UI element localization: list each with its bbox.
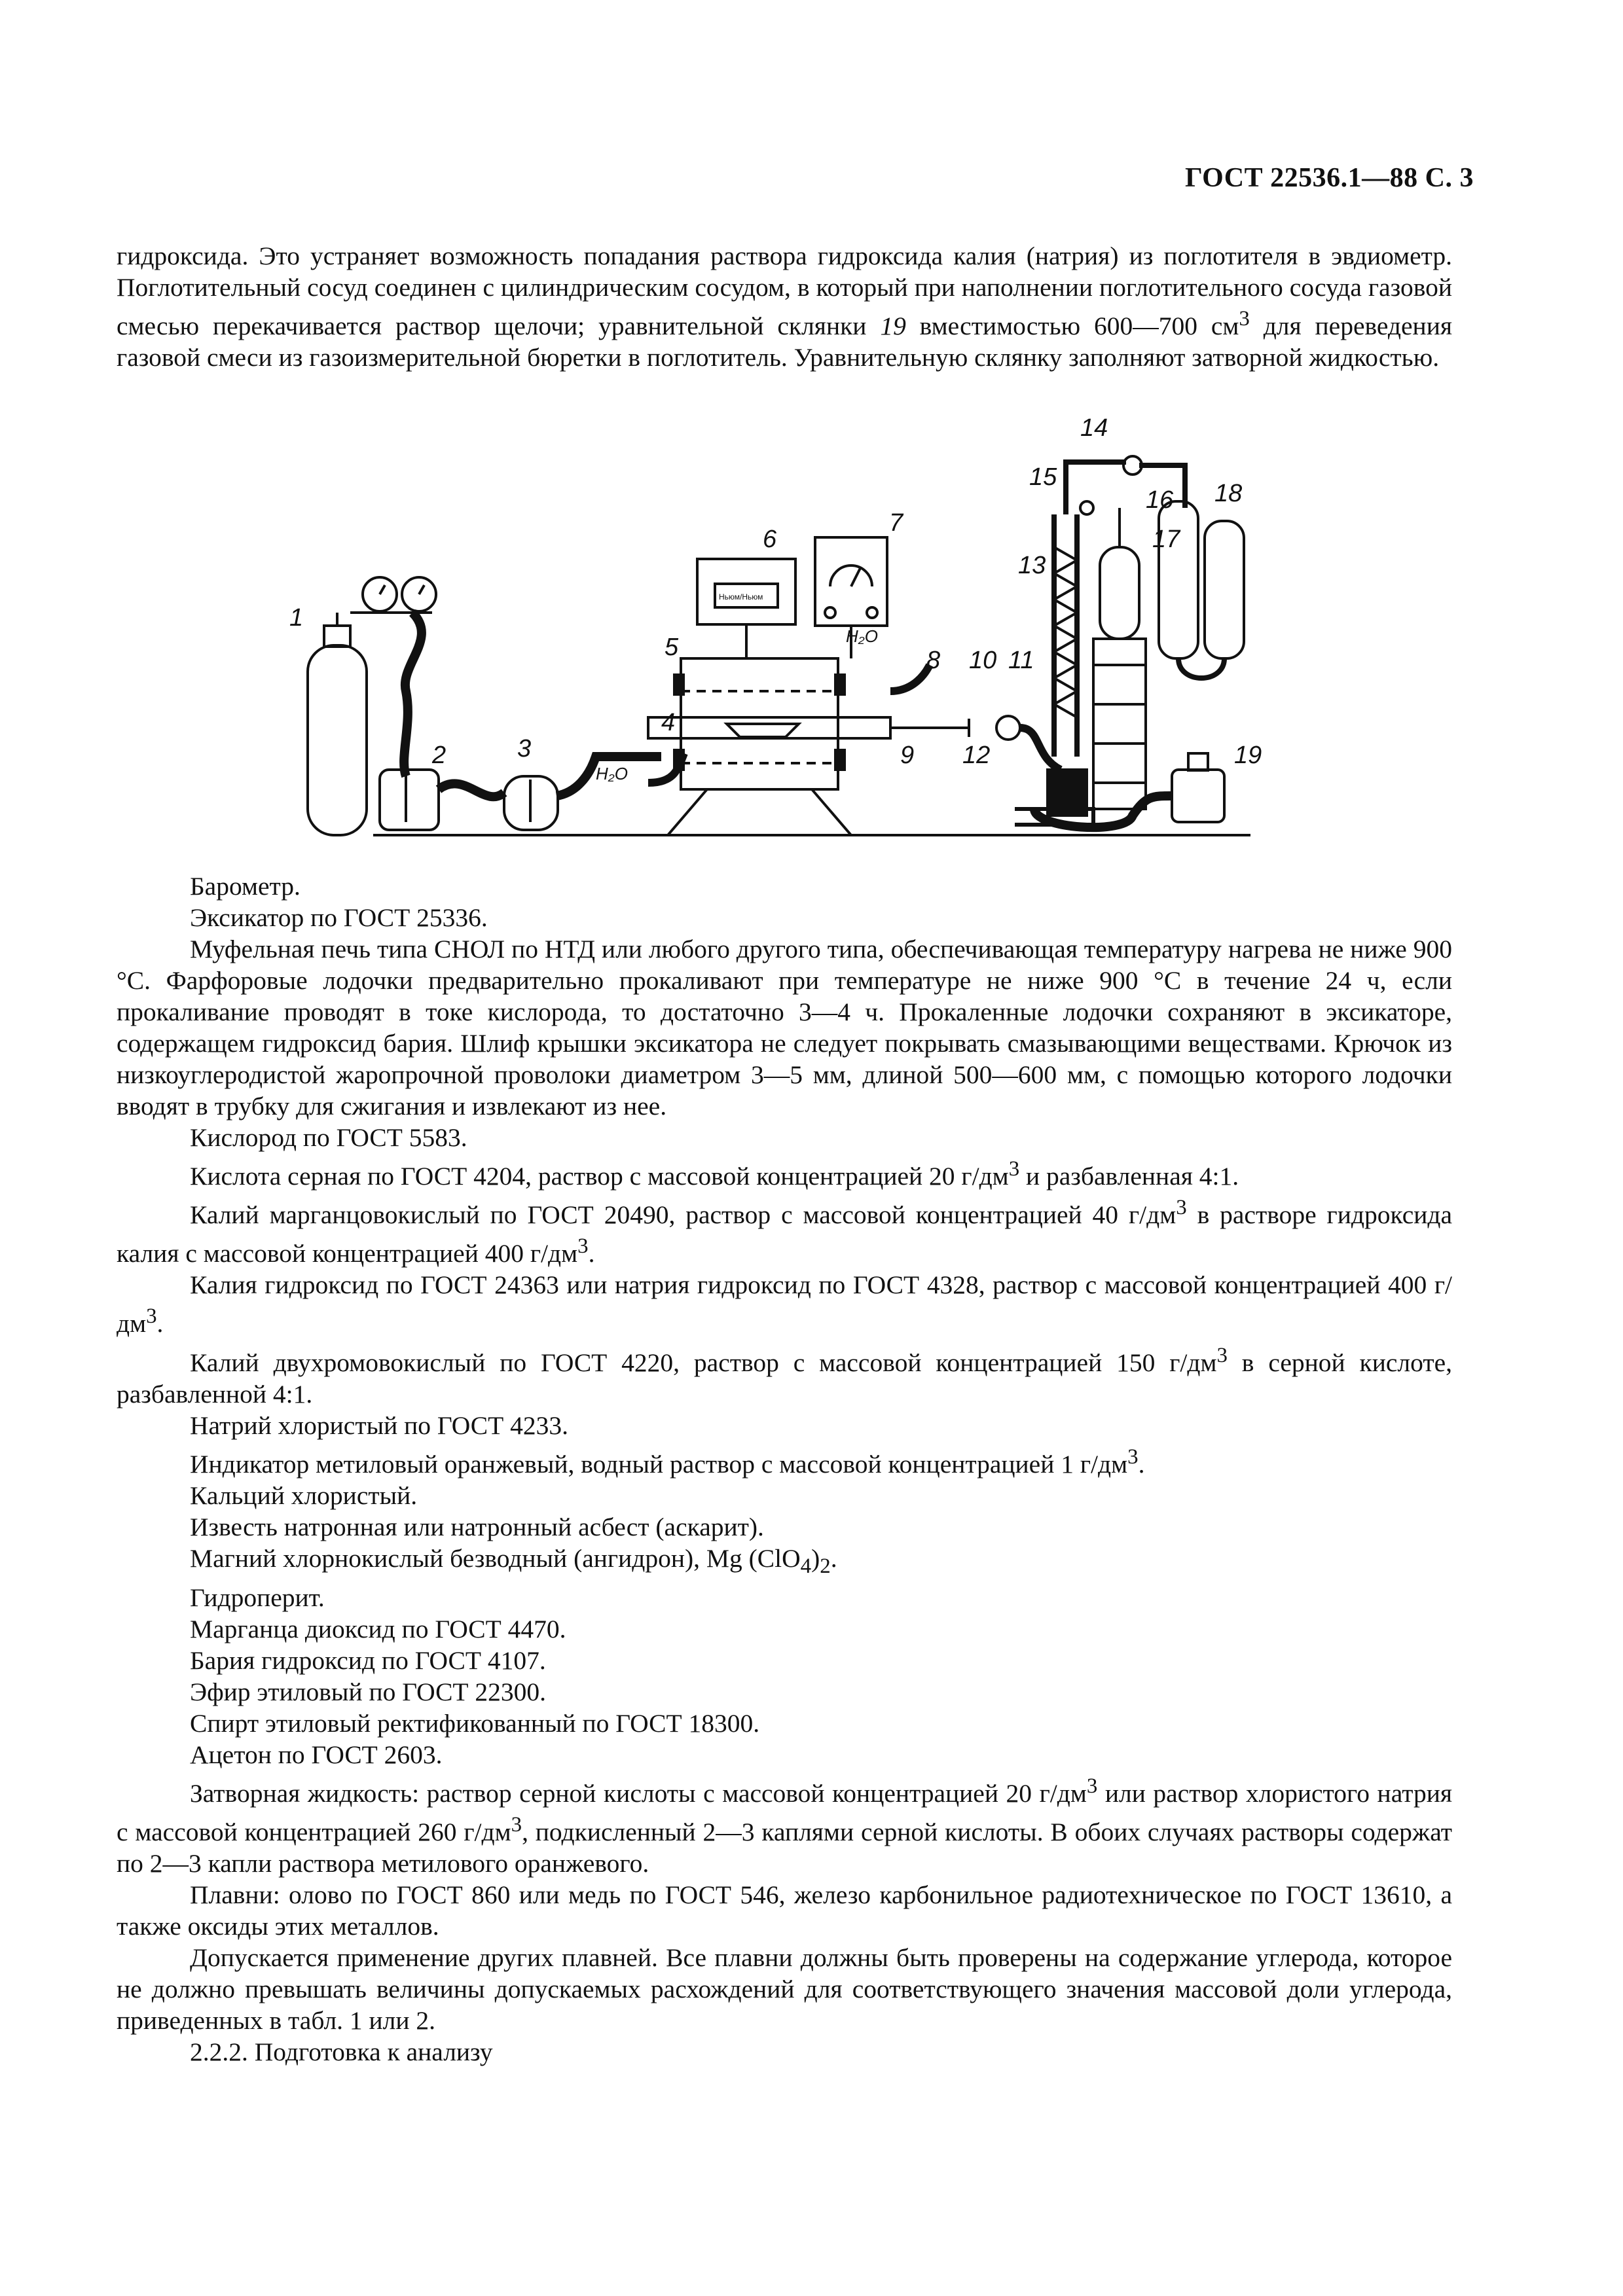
fig-label-1: 1 <box>289 604 304 632</box>
wash-bottle-2 <box>380 770 439 830</box>
fig-label-4: 4 <box>661 709 676 736</box>
combustion-tube <box>648 717 890 738</box>
list-item: Муфельная печь типа СНОЛ по НТД или любого другого типа, обеспечивающая температуру нагрева не ниже 900 °С. Фарфоровые лодочки предварительно прокаливают при температуре не ниже 900 °С в течение 24 ч, если прокаливание проводят в токе кислорода, то достаточно 3—4 ч. Прокаленные лодочки сохраняют в эксикаторе, содержащем гидроксид бария. Шлиф крышки эксикатора не следует покрывать смазывающими веществами. Крючок из низкоуглеродистой жаропрочной проволоки диаметром 3—5 мм, длиной 500—600 мм, с помощью которого лодочки вводят в трубку для сжигания и извлекают из нее. <box>117 935 1452 1121</box>
list-item: Натрий хлористый по ГОСТ 4233. <box>190 1410 568 1440</box>
fig-label-2: 2 <box>432 742 447 769</box>
list-item: Калий марганцовокислый по ГОСТ 20490, раствор с массовой концентрацией 40 $г/дм^3$ в растворе гидроксида калия с массовой концентрацией 400 $г/дм^3$. <box>117 1196 1452 1268</box>
list-item: Кислота серная по ГОСТ 4204, раствор с массовой концентрацией 20 $г/дм^3$ и разбавленная 4:1. <box>190 1157 1239 1191</box>
section-heading: 2.2.2. Подготовка к анализу <box>190 2037 493 2067</box>
list-item: Кислород по ГОСТ 5583. <box>190 1123 467 1152</box>
list-item: Магний хлорнокислый безводный (ангидрон), Mg $(ClO_4)_2$. <box>190 1543 837 1578</box>
list-item: Известь натронная или натронный асбест (аскарит). <box>190 1512 764 1541</box>
list-item: Калия гидроксид по ГОСТ 24363 или натрия гидроксид по ГОСТ 4328, раствор с массовой концентрацией 400 $г/дм^3$. <box>117 1270 1452 1338</box>
list-item: Плавни: олово по ГОСТ 860 или медь по ГОСТ 546, железо карбонильное радиотехническое по ГОСТ 13610, а также оксиды этих металлов. <box>117 1880 1452 1941</box>
page-header: ГОСТ 22536.1—88 С. 3 <box>1184 163 1474 193</box>
list-item: Марганца диоксид по ГОСТ 4470. <box>190 1614 566 1643</box>
intro-text: гидроксида. Это устраняет возможность попадания раствора гидроксида калия (натрия) из поглотителя в эвдиометр. Поглотительный сосуд соединен с цилиндрическим сосудом, в который при наполнении поглотительного сосуда газовой смесью перекачивается раствор щелочи; уравнительной склянки 19 вместимостью 600—700 $см^3$ для переведения газовой смеси из газоизмерительной бюретки в поглотитель. Уравнительную склянку заполняют затворной жидкостью. <box>117 242 1453 372</box>
apparatus-diagram <box>282 416 1264 848</box>
fig-label-7: 7 <box>889 509 903 537</box>
reagents-list <box>117 870 1452 2068</box>
fig-label-18: 18 <box>1214 480 1243 507</box>
list-item: Калий двухромовокислый по ГОСТ 4220, раствор с массовой концентрацией 150 $г/дм^3$ в серной кислоте, разбавленной 4:1. <box>117 1343 1452 1408</box>
gas-meter <box>996 716 1020 740</box>
fig-label-13: 13 <box>1018 552 1046 579</box>
fig-label-16: 16 <box>1146 486 1174 514</box>
fig-label-11: 11 <box>1008 647 1034 674</box>
list-item: Спирт этиловый ректификованный по ГОСТ 18300. <box>190 1708 760 1738</box>
fig-label-19: 19 <box>1234 742 1262 769</box>
fig-label-14: 14 <box>1080 416 1108 442</box>
fig-label-12: 12 <box>962 742 991 769</box>
fig-label-8: 8 <box>926 647 941 674</box>
oxygen-cylinder <box>308 645 367 835</box>
list-item: Эксикатор по ГОСТ 25336. <box>190 903 488 932</box>
list-item: Бария гидроксид по ГОСТ 4107. <box>190 1645 546 1675</box>
ref-number: 19 <box>880 312 906 341</box>
fig-label-5: 5 <box>665 634 679 661</box>
fig-label-3: 3 <box>517 735 532 762</box>
controller-scale-text: Ньюм/Ньюм <box>719 592 763 601</box>
list-item: Гидроперит. <box>190 1583 325 1612</box>
fig-label-15: 15 <box>1029 463 1057 491</box>
eudiometer <box>1100 547 1139 639</box>
intro-paragraph <box>117 240 1452 373</box>
list-item: Допускается применение других плавней. Все плавни должны быть проверены на содержание углерода, которое не должно превышать величины допускаемых расхождений для соответствующего значения массовой доли углерода, приведенных в табл. 1 или 2. <box>117 1943 1452 2036</box>
list-item: Барометр. <box>190 872 301 901</box>
water-outlet-label: H₂O <box>846 626 878 646</box>
fig-label-10: 10 <box>969 647 997 674</box>
list-item: Ацетон по ГОСТ 2603. <box>190 1740 443 1769</box>
fig-label-9: 9 <box>900 742 915 769</box>
fig-label-17: 17 <box>1152 526 1180 553</box>
water-inlet-label: H₂O <box>596 764 628 783</box>
fig-label-6: 6 <box>763 526 777 553</box>
absorber-vessel <box>1159 501 1198 658</box>
temperature-controller <box>697 559 795 624</box>
list-item: Затворная жидкость: раствор серной кислоты с массовой концентрацией 20 $г/дм^3$ или раствор хлористого натрия с массовой концентрацией 260 $г/дм^3$, подкисленный 2—3 каплями серной кислоты. В обоих случаях растворы содержат по 2—3 капли раствора метилового оранжевого. <box>117 1774 1453 1878</box>
leveling-bottle <box>1172 770 1224 822</box>
list-item: Эфир этиловый по ГОСТ 22300. <box>190 1677 547 1706</box>
apparatus-drawing <box>282 416 1264 848</box>
list-item: Кальций хлористый. <box>190 1480 418 1510</box>
list-item: Индикатор метиловый оранжевый, водный раствор с массовой концентрацией 1 $г/дм^3$. <box>190 1444 1145 1479</box>
